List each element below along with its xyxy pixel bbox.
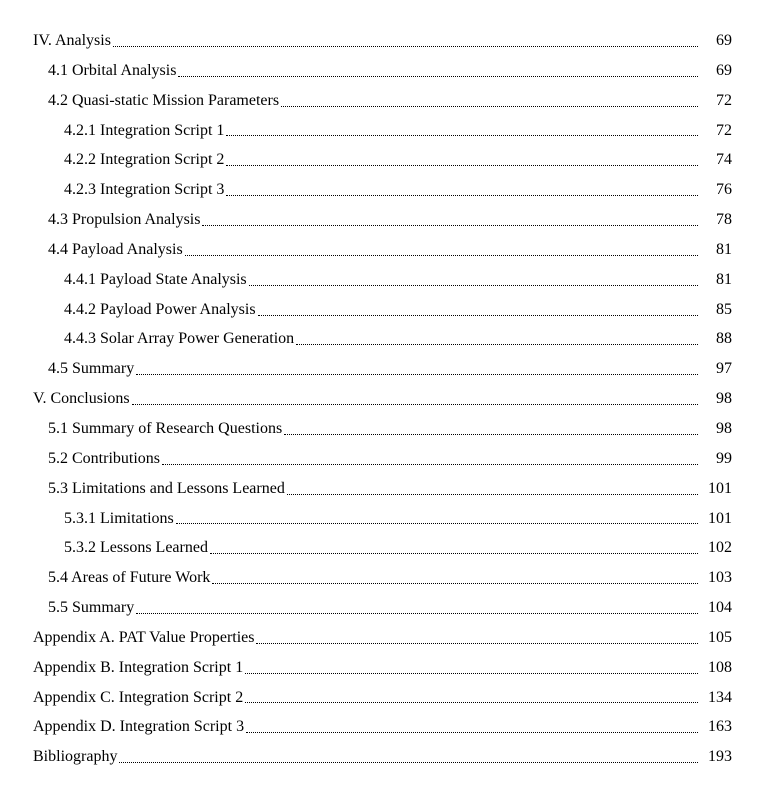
toc-entry-page-number: 81	[716, 270, 732, 288]
toc-entry[interactable]	[0, 86, 762, 116]
toc-dot-leader	[296, 331, 698, 347]
toc-entry[interactable]	[0, 116, 762, 146]
toc-entry-title: 4.4 Payload Analysis	[48, 240, 183, 258]
toc-entry-title: 5.3.1 Limitations	[64, 509, 174, 527]
toc-entry-title: V. Conclusions	[33, 390, 130, 408]
toc-entry[interactable]	[0, 175, 762, 205]
toc-entry-page-number: 99	[716, 449, 732, 467]
toc-entry-page-number: 85	[716, 300, 732, 318]
toc-dot-leader	[246, 719, 698, 735]
toc-entry[interactable]	[0, 56, 762, 86]
toc-entry[interactable]	[0, 474, 762, 504]
toc-entry[interactable]	[0, 504, 762, 534]
toc-entry-page-number: 69	[716, 32, 732, 49]
toc-dot-leader	[258, 302, 698, 318]
toc-entry-page-number: 134	[708, 688, 732, 706]
toc-entry[interactable]	[0, 295, 762, 325]
toc-entry-title: 4.3 Propulsion Analysis	[48, 211, 201, 229]
toc-entry[interactable]	[0, 533, 762, 563]
toc-entry[interactable]	[0, 235, 762, 265]
toc-entry-page-number: 193	[708, 748, 732, 766]
toc-dot-leader	[281, 93, 698, 109]
toc-dot-leader	[136, 600, 698, 616]
toc-dot-leader	[249, 272, 698, 288]
toc-entry[interactable]	[0, 324, 762, 354]
toc-entry-page-number: 97	[716, 360, 732, 378]
toc-entry-title: Appendix B. Integration Script 1	[33, 658, 244, 676]
toc-entry-title: Appendix A. PAT Value Properties	[33, 628, 255, 646]
toc-entry-page-number: 105	[708, 628, 732, 646]
toc-dot-leader	[256, 630, 698, 646]
toc-entry[interactable]	[0, 444, 762, 474]
toc-entry[interactable]	[0, 623, 762, 653]
toc-entry-page-number: 81	[716, 240, 732, 258]
toc-dot-leader	[185, 242, 698, 258]
toc-dot-leader	[284, 421, 698, 437]
toc-dot-leader	[245, 689, 698, 705]
toc-entry-page-number: 78	[716, 211, 732, 229]
toc-dot-leader	[136, 361, 698, 377]
toc-entry[interactable]	[0, 653, 762, 683]
toc-entry-page-number: 98	[716, 419, 732, 437]
toc-dot-leader	[202, 212, 698, 228]
toc-entry[interactable]	[0, 145, 762, 175]
toc-dot-leader	[162, 451, 698, 467]
toc-entry[interactable]	[0, 742, 762, 772]
toc-dot-leader	[132, 391, 698, 407]
toc-entry-page-number: 69	[716, 61, 732, 79]
toc-entry-title: 4.4.2 Payload Power Analysis	[64, 300, 256, 318]
toc-entry-page-number: 76	[716, 181, 732, 199]
toc-entry-page-number: 72	[716, 121, 732, 139]
toc-entry[interactable]	[0, 354, 762, 384]
toc-entry-page-number: 98	[716, 390, 732, 408]
toc-entry-title: 5.3 Limitations and Lessons Learned	[48, 479, 285, 497]
toc-dot-leader	[212, 570, 698, 586]
toc-entry-page-number: 101	[708, 509, 732, 527]
toc-entry-page-number: 88	[716, 330, 732, 348]
toc-dot-leader	[245, 660, 698, 676]
toc-entry[interactable]	[0, 26, 762, 56]
toc-dot-leader	[119, 749, 698, 765]
toc-entry-title: 4.2.2 Integration Script 2	[64, 151, 225, 169]
toc-dot-leader	[287, 481, 698, 497]
toc-entry-page-number: 103	[708, 569, 732, 587]
toc-entry-page-number: 101	[708, 479, 732, 497]
toc-entry-title: 5.1 Summary of Research Questions	[48, 419, 283, 437]
toc-entry-title: 4.2.3 Integration Script 3	[64, 181, 225, 199]
toc-dot-leader	[226, 152, 698, 168]
table-of-contents	[0, 26, 762, 772]
toc-entry[interactable]	[0, 683, 762, 713]
toc-entry[interactable]	[0, 205, 762, 235]
toc-entry[interactable]	[0, 563, 762, 593]
toc-entry-page-number: 163	[708, 718, 732, 736]
toc-entry[interactable]	[0, 414, 762, 444]
toc-entry-title: Appendix D. Integration Script 3	[33, 718, 245, 736]
toc-entry-title: 5.3.2 Lessons Learned	[64, 539, 208, 557]
toc-entry-title: 4.1 Orbital Analysis	[48, 61, 177, 79]
toc-entry-page-number: 102	[708, 539, 732, 557]
toc-entry[interactable]	[0, 384, 762, 414]
toc-entry-title: 4.4.3 Solar Array Power Generation	[64, 330, 295, 348]
toc-entry[interactable]	[0, 712, 762, 742]
toc-entry-page-number: 108	[708, 658, 732, 676]
toc-entry-title: 4.4.1 Payload State Analysis	[64, 270, 247, 288]
toc-entry-title: 4.5 Summary	[48, 360, 135, 378]
toc-dot-leader	[113, 33, 698, 49]
toc-entry-title: 5.5 Summary	[48, 599, 135, 617]
toc-entry-title: 4.2.1 Integration Script 1	[64, 121, 225, 139]
toc-entry-title: 5.4 Areas of Future Work	[48, 569, 211, 587]
toc-entry-title: IV. Analysis	[33, 32, 111, 49]
toc-entry-page-number: 72	[716, 91, 732, 109]
toc-entry[interactable]	[0, 265, 762, 295]
toc-entry-page-number: 104	[708, 599, 732, 617]
toc-dot-leader	[178, 63, 698, 79]
toc-entry-title: Bibliography	[33, 748, 118, 766]
toc-dot-leader	[226, 182, 698, 198]
toc-entry-page-number: 74	[716, 151, 732, 169]
toc-entry-title: 4.2 Quasi-static Mission Parameters	[48, 91, 280, 109]
toc-dot-leader	[210, 540, 698, 556]
toc-entry-title: 5.2 Contributions	[48, 449, 161, 467]
toc-entry-title: Appendix C. Integration Script 2	[33, 688, 244, 706]
toc-dot-leader	[176, 510, 698, 526]
toc-entry[interactable]	[0, 593, 762, 623]
toc-dot-leader	[226, 122, 698, 138]
